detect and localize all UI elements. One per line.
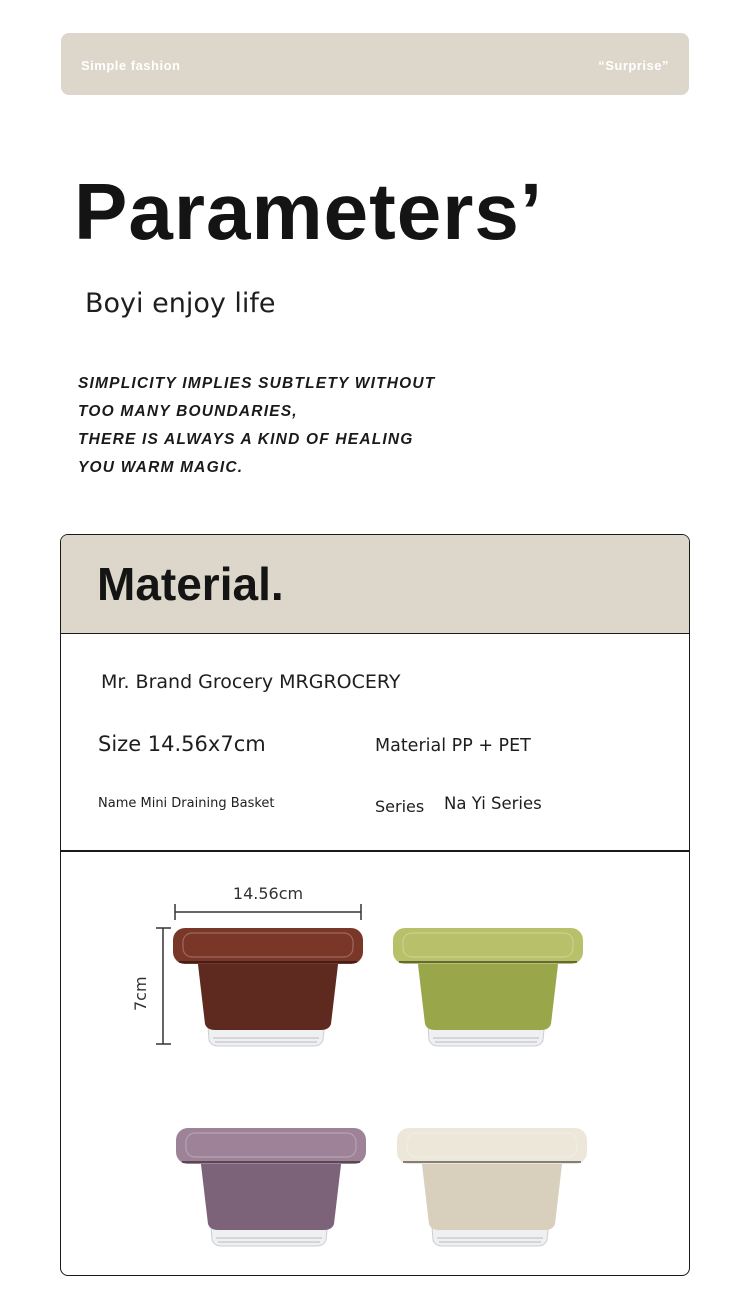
basket-body: [421, 1156, 563, 1230]
basket-rim-inner: [186, 1133, 356, 1157]
width-label: 14.56cm: [232, 884, 304, 903]
parameters-card: [60, 534, 690, 1276]
banner-right-text: “Surprise”: [598, 58, 669, 73]
slogan-line: YOU WARM MAGIC.: [78, 459, 244, 476]
card-title: Material.: [97, 558, 284, 610]
page-title: Parameters’: [74, 167, 544, 256]
slogan-line: TOO MANY BOUNDARIES,: [78, 403, 298, 420]
height-label: 7cm: [131, 976, 150, 1011]
top-banner: [61, 33, 689, 95]
basket: [173, 928, 363, 1046]
basket-rim-inner: [403, 933, 573, 957]
spec-brand: Mr. Brand Grocery MRGROCERY: [101, 671, 401, 693]
product-figure: [61, 535, 689, 1275]
basket-body: [417, 956, 559, 1030]
basket-rim-inner: [183, 933, 353, 957]
spec-series-value: Na Yi Series: [444, 794, 542, 813]
basket-rim-inner: [407, 1133, 577, 1157]
spec-size: Size 14.56x7cm: [98, 732, 266, 756]
slogan-line: SIMPLICITY IMPLIES SUBTLETY WITHOUT: [78, 375, 436, 392]
spec-series-label: Series: [375, 797, 425, 816]
basket: [176, 1128, 366, 1246]
slogan-line: THERE IS ALWAYS A KIND OF HEALING: [78, 431, 414, 448]
banner-left-text: Simple fashion: [81, 58, 181, 73]
page-subtitle: Boyi enjoy life: [85, 288, 276, 319]
basket-body: [197, 956, 339, 1030]
slogan-block: [78, 370, 435, 482]
spec-material: Material PP + PET: [375, 736, 531, 756]
basket: [393, 928, 583, 1046]
basket-body: [200, 1156, 342, 1230]
height-dimension: [131, 928, 171, 1044]
basket: [397, 1128, 587, 1246]
width-dimension: [175, 884, 361, 920]
baskets-group: [173, 928, 587, 1246]
spec-name: Name Mini Draining Basket: [98, 796, 275, 811]
